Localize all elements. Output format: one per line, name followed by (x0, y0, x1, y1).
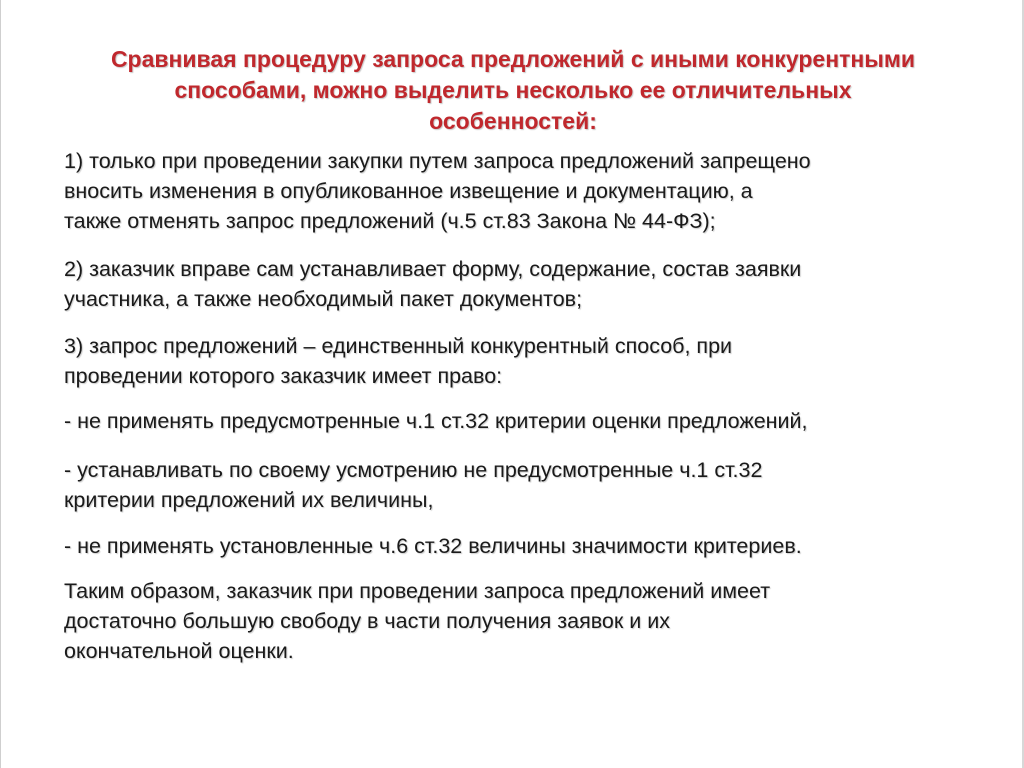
paragraph-item-1 (64, 146, 964, 236)
text-line: 3) запрос предложений – единственный конкурентный способ, при (64, 334, 733, 358)
slide-title (1, 44, 1024, 137)
text-line: достаточно большую свободу в части получения заявок и их (64, 609, 670, 633)
conclusion-paragraph (64, 576, 964, 666)
text-line: критерии предложений их величины, (64, 488, 434, 512)
paragraph-item-2 (64, 254, 964, 314)
text-line: 1) только при проведении закупки путем запроса предложений запрещено (64, 149, 811, 173)
paragraph-item-3 (64, 331, 964, 391)
text-line: также отменять запрос предложений (ч.5 ст.83 Закона № 44-ФЗ); (64, 209, 716, 233)
text-line: окончательной оценки. (64, 639, 294, 663)
dash-item-1 (64, 406, 964, 436)
text-line: проведении которого заказчик имеет право: (64, 364, 503, 388)
title-line: способами, можно выделить несколько ее отличительных (174, 77, 852, 103)
text-line: Таким образом, заказчик при проведении запроса предложений имеет (64, 579, 771, 603)
slide-body (64, 146, 964, 666)
text-line: 2) заказчик вправе сам устанавливает форму, содержание, состав заявки (64, 257, 802, 281)
text-line: - устанавливать по своему усмотрению не предусмотренные ч.1 ст.32 (64, 458, 763, 482)
text-line: - не применять предусмотренные ч.1 ст.32 критерии оценки предложений, (64, 409, 808, 433)
text-line: участника, а также необходимый пакет документов; (64, 287, 583, 311)
title-line: особенностей: (429, 108, 597, 134)
dash-item-3 (64, 531, 964, 561)
text-line: - не применять установленные ч.6 ст.32 величины значимости критериев. (64, 534, 802, 558)
title-line: Сравнивая процедуру запроса предложений с иными конкурентными (110, 46, 916, 72)
dash-item-2 (64, 455, 964, 515)
text-line: вносить изменения в опубликованное извещение и документацию, а (64, 179, 753, 203)
